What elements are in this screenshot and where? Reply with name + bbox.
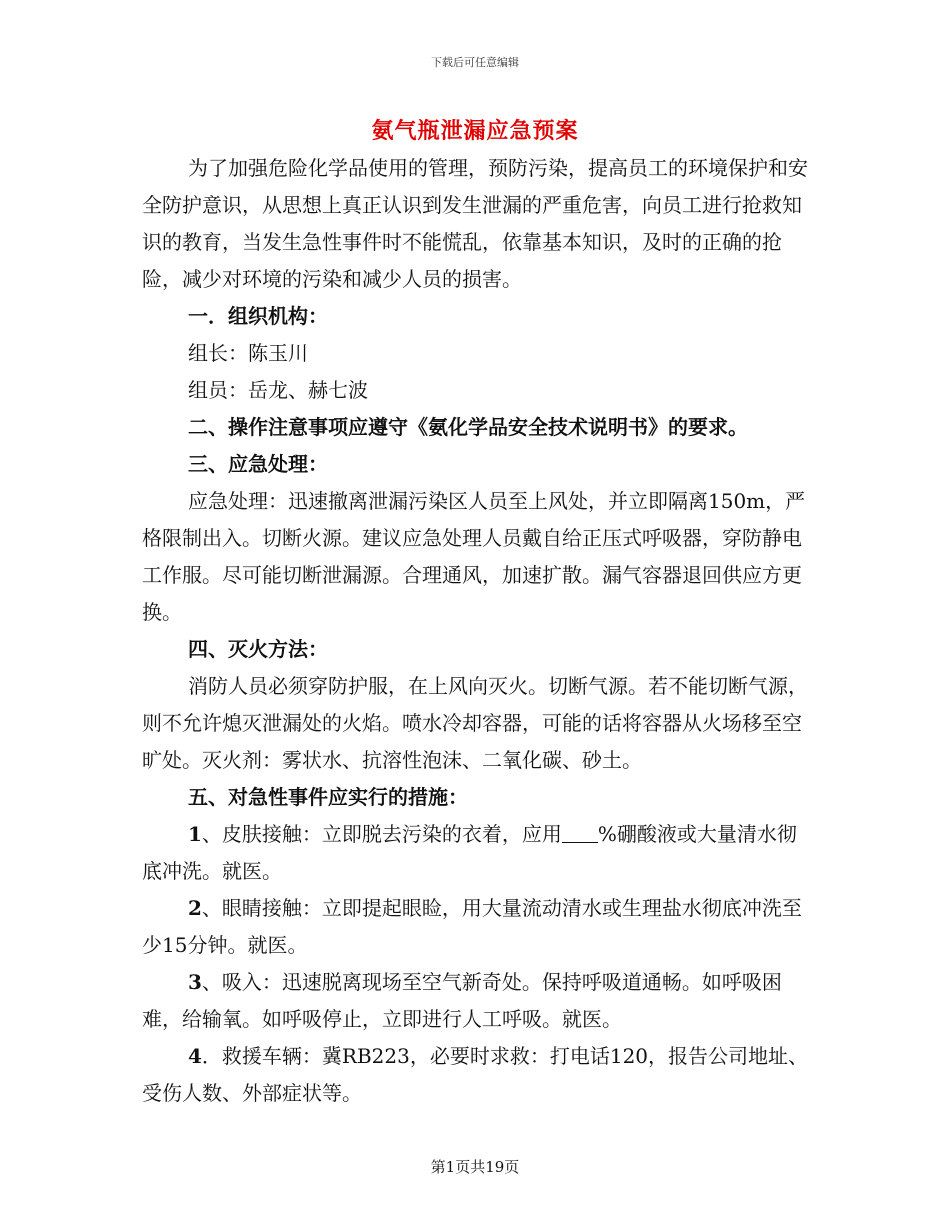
measure-item-text: 、皮肤接触：立即脱去污染的衣着，应用: [201, 822, 562, 846]
section-3-heading: 三、应急处理：: [188, 452, 328, 476]
section-2-heading: 二、操作注意事项应遵守《氨化学品安全技术说明书》的要求。: [188, 415, 748, 439]
measure-item-text: %硼酸液或大量清水彻底冲洗。就医。: [142, 822, 797, 883]
measure-item-number: 1: [188, 822, 202, 846]
intro-paragraph: 为了加强危险化学品使用的管理，预防污染，提高员工的环境保护和安全防护意识，从思想上真正认识到发生泄漏的严重危害，向员工进行抢救知识的教育，当发生急性事件时不能慌乱，依靠基本知识，及时的正确的抢险，减少对环境的污染和减少人员的损害。: [142, 156, 808, 291]
measure-item-number: 4: [188, 1044, 202, 1068]
section-4-heading: 四、灭火方法：: [188, 637, 328, 661]
measure-item-eyes: [142, 890, 810, 964]
measure-item-text: 、吸入：迅速脱离现场至空气新奇处。保持呼吸道通畅。如呼吸困难，给输氧。如呼吸停止，立即进行人工呼吸。就医。: [142, 970, 782, 1031]
team-members-line: 组员：岳龙、赫七波: [188, 378, 368, 402]
fill-in-blank: [562, 824, 598, 843]
section-1-heading: 一．组织机构：: [188, 304, 328, 328]
team-leader-line: 组长：陈玉川: [188, 341, 308, 365]
document-title: 氨气瓶泄漏应急预案: [371, 119, 579, 144]
measure-item-skin: [142, 816, 810, 890]
measure-item-number: 2: [188, 896, 202, 920]
section-5-heading: 五、对急性事件应实行的措施：: [188, 785, 468, 809]
measure-item-text: ．救援车辆：冀RB223，必要时求救：打电话120，报告公司地址、受伤人数、外部症状等。: [142, 1044, 809, 1105]
fire-fighting-paragraph: 消防人员必须穿防护服，在上风向灭火。切断气源。若不能切断气源，则不允许熄灭泄漏处的火焰。喷水冷却容器，可能的话将容器从火场移至空旷处。灭火剂：雾状水、抗溶性泡沫、二氧化碳、砂土。: [142, 674, 808, 772]
page-header: 下载后可任意编辑: [431, 56, 519, 69]
page-number: 第1页共19页: [430, 1158, 520, 1176]
measure-item-number: 3: [188, 970, 202, 994]
measure-item-inhalation: [142, 964, 810, 1038]
measure-item-text: 、眼睛接触：立即提起眼睑，用大量流动清水或生理盐水彻底冲洗至少15分钟。就医。: [142, 896, 802, 957]
measure-item-rescue-vehicle: [142, 1038, 810, 1112]
document-body: [142, 150, 810, 1112]
emergency-handling-paragraph: 应急处理：迅速撤离泄漏污染区人员至上风处，并立即隔离150m，严格限制出入。切断火源。建议应急处理人员戴自给正压式呼吸器，穿防静电工作服。尽可能切断泄漏源。合理通风，加速扩散。漏气容器退回供应方更换。: [142, 489, 806, 624]
